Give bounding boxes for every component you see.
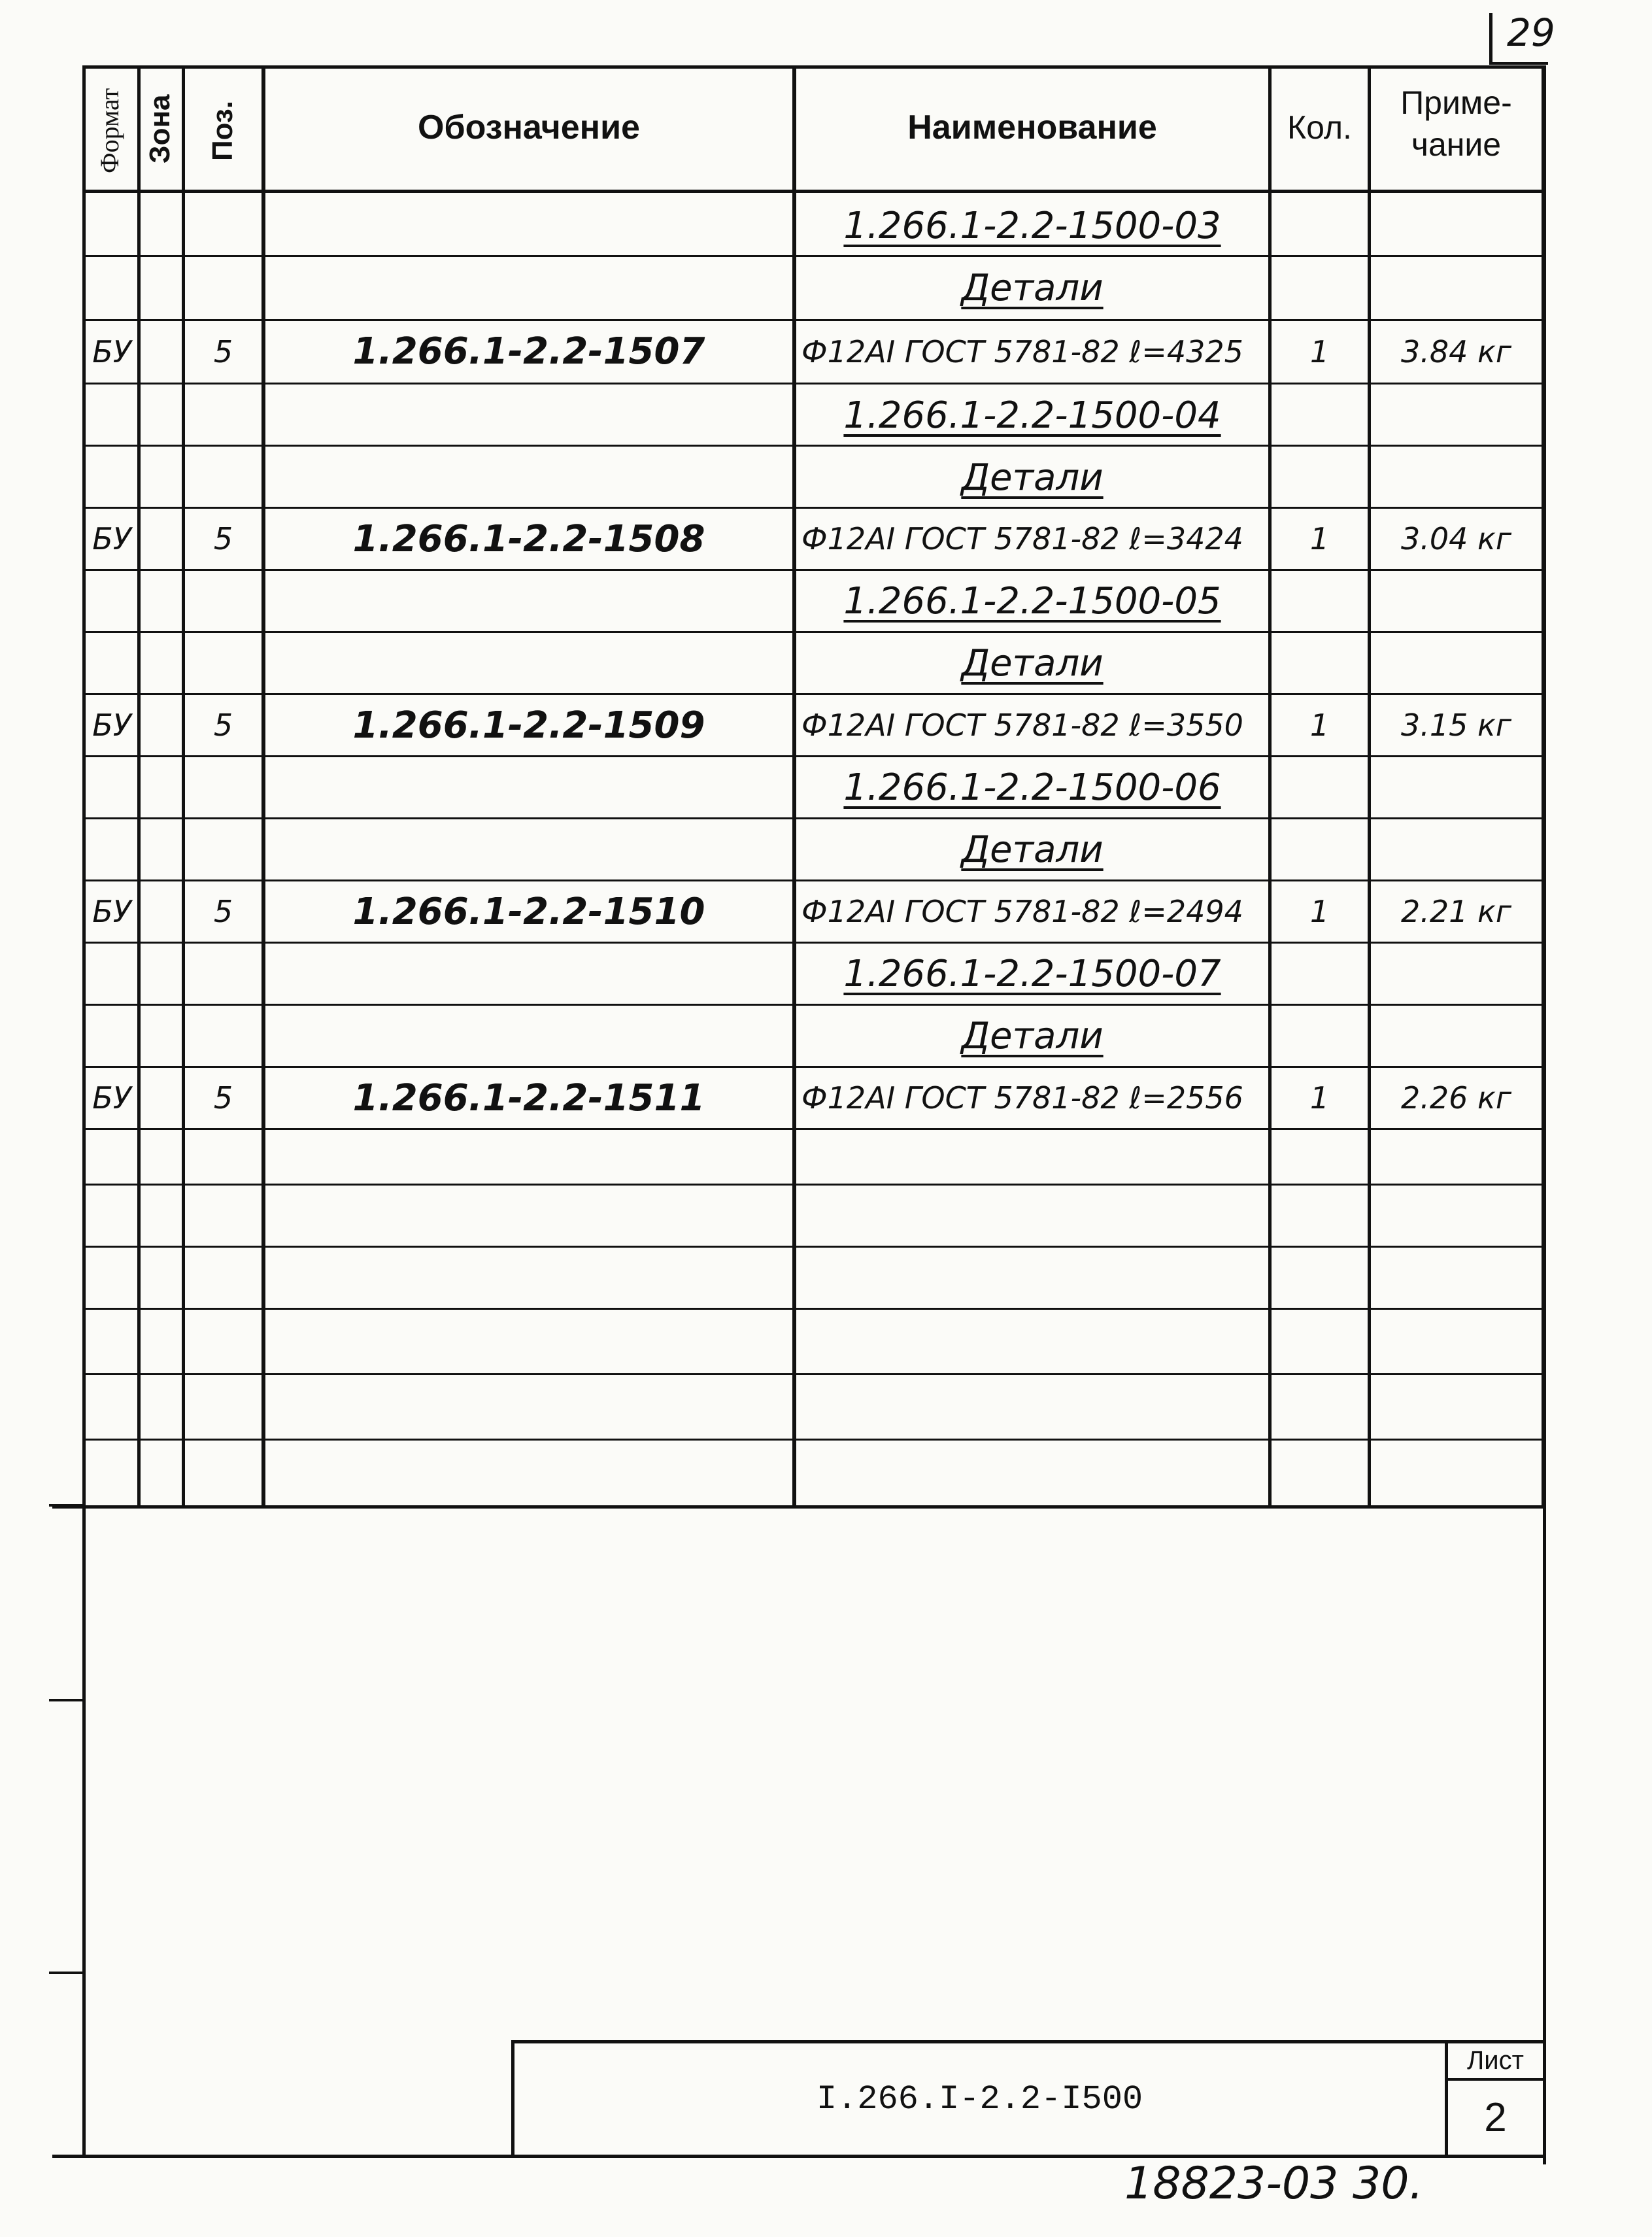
item-pos: 5 [213,1080,233,1116]
item-pos: 5 [213,708,233,743]
row-line [82,1128,1544,1130]
col-line-2 [182,65,185,1507]
assembly-title: 1.266.1-2.2-1500-05 [843,579,1221,623]
item-name: Ф12АI ГОСТ 5781-82 ℓ=3424 [801,521,1243,556]
row-line [82,383,1544,384]
corner-box-bottom [1489,62,1548,65]
section-title: Детали [961,266,1104,309]
sheet-value: 2 [1484,2095,1507,2140]
item-qty: 1 [1309,708,1330,743]
row-line [82,255,1544,257]
row-line [82,1246,1544,1248]
header-pos: Поз. [207,100,239,162]
header-name: Наименование [907,109,1157,146]
item-pos: 5 [213,894,233,929]
margin-tick [49,1699,85,1701]
section-title: Детали [961,641,1104,685]
item-note: 3.04 кг [1401,521,1511,556]
header-zone: Зона [144,94,176,163]
item-format: БУ [92,333,131,369]
header-designation: Обозначение [418,109,640,146]
margin-tick [49,1504,85,1507]
item-format: БУ [92,894,131,929]
col-line-7 [1542,65,1545,1507]
col-line-1 [137,65,141,1507]
row-line [82,1373,1544,1375]
assembly-title: 1.266.1-2.2-1500-04 [843,394,1221,437]
corner-sheet-number: 29 [1507,10,1555,55]
item-qty: 1 [1309,894,1330,929]
header-note [1371,82,1542,165]
item-name: Ф12АI ГОСТ 5781-82 ℓ=2556 [801,1080,1243,1116]
item-note: 2.26 кг [1401,1080,1511,1116]
col-line-6 [1368,65,1371,1507]
item-qty: 1 [1309,1080,1330,1116]
item-qty: 1 [1309,521,1330,556]
item-pos: 5 [213,333,233,369]
sheet-label: Лист [1467,2046,1524,2075]
item-name: Ф12АI ГОСТ 5781-82 ℓ=2494 [801,894,1243,929]
item-format: БУ [92,1080,131,1116]
col-line-3 [261,65,265,1507]
row-line [82,1308,1544,1310]
header-bottom-line [82,190,1544,193]
item-designation: 1.266.1-2.2-1510 [352,890,705,933]
item-designation: 1.266.1-2.2-1507 [352,330,705,373]
assembly-title: 1.266.1-2.2-1500-03 [843,204,1221,247]
section-title: Детали [961,828,1104,871]
item-format: БУ [92,521,131,556]
archive-number: 18823-03 30. [1124,2158,1424,2210]
item-designation: 1.266.1-2.2-1511 [352,1076,705,1119]
section-title: Детали [961,1014,1104,1057]
section-title: Детали [961,456,1104,499]
item-note: 3.15 кг [1401,708,1511,743]
item-name: Ф12АI ГОСТ 5781-82 ℓ=3550 [801,708,1243,743]
item-format: БУ [92,708,131,743]
header-note-line2: чание [1411,126,1502,163]
header-format: Формат [95,88,124,173]
item-name: Ф12АI ГОСТ 5781-82 ℓ=4325 [801,333,1243,369]
row-line [82,1439,1544,1441]
item-qty: 1 [1309,333,1330,369]
assembly-title: 1.266.1-2.2-1500-06 [843,766,1221,809]
col-line-5 [1268,65,1272,1507]
item-pos: 5 [213,521,233,556]
header-note-line1: Приме- [1400,84,1512,121]
margin-tick [49,1972,85,1974]
item-note: 2.21 кг [1401,894,1511,929]
row-line [82,445,1544,447]
row-line [82,1184,1544,1186]
document-code: I.266.I-2.2-I500 [816,2079,1143,2119]
assembly-title: 1.266.1-2.2-1500-07 [843,952,1221,995]
item-designation: 1.266.1-2.2-1508 [352,517,705,560]
corner-box-left [1489,13,1492,64]
item-designation: 1.266.1-2.2-1509 [352,704,705,747]
item-note: 3.84 кг [1401,333,1511,369]
header-qty: Кол. [1287,109,1352,146]
table-bottom-line [52,1505,1545,1509]
